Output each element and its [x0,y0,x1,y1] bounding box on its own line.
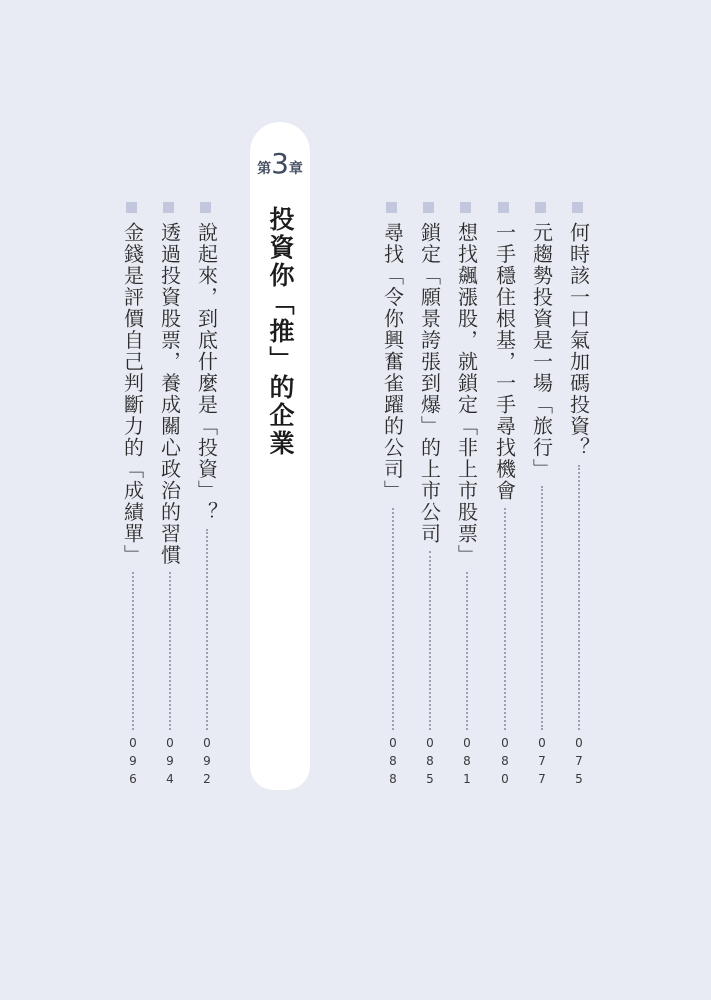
toc-entry-page: 077 [535,736,549,790]
toc-entry-page: 094 [163,736,177,790]
toc-entry-page: 080 [498,736,512,790]
toc-entry-title: 想找飆漲股，就鎖定「非上市股票」 [454,222,479,566]
dot-leader [578,465,580,731]
toc-entry-title: 尋找「令你興奮雀躍的公司」 [380,222,405,502]
chapter-label [250,147,310,180]
toc-entry[interactable] [492,202,518,790]
chapter-tab [250,122,310,790]
toc-entry-title: 說起來，到底什麼是「投資」？ [194,222,219,523]
toc-entry-page: 096 [126,736,140,790]
toc-entry-page: 085 [423,736,437,790]
dot-leader [466,572,468,730]
bullet-square-icon [572,202,583,213]
toc-entry[interactable] [454,202,480,790]
toc-entry-page: 075 [572,736,586,790]
bullet-square-icon [126,202,137,213]
chapter-title: 投資你「推」的企業 [266,206,295,458]
toc-entry-title: 金錢是評價自己判斷力的「成績單」 [120,222,145,566]
toc-entry-page: 088 [386,736,400,790]
toc-entry[interactable] [417,202,443,790]
bullet-square-icon [535,202,546,213]
dot-leader [504,508,506,731]
chapter-number: 3 [271,147,289,180]
dot-leader [392,508,394,731]
toc-entry[interactable] [157,202,183,790]
toc-entry[interactable] [529,202,555,790]
dot-leader [169,572,171,730]
dot-leader [429,551,431,731]
toc-entry-title: 一手穩住根基，一手尋找機會 [492,222,517,502]
toc-entry-title: 透過投資股票，養成關心政治的習慣 [157,222,182,566]
dot-leader [206,529,208,730]
toc-entry[interactable] [120,202,146,790]
bullet-square-icon [498,202,509,213]
bullet-square-icon [200,202,211,213]
toc-entry-title: 元趨勢投資是一場「旅行」 [529,222,554,480]
toc-entry[interactable] [566,202,592,790]
dot-leader [132,572,134,730]
dot-leader [541,486,543,730]
toc-entry[interactable] [194,202,220,790]
bullet-square-icon [423,202,434,213]
chapter-prefix: 第 [257,161,272,177]
bullet-square-icon [460,202,471,213]
bullet-square-icon [386,202,397,213]
toc-entry[interactable] [380,202,406,790]
toc-entry-title: 何時該一口氣加碼投資？ [566,222,591,459]
toc-entry-title: 鎖定「願景誇張到爆」的上市公司 [417,222,442,545]
toc-entry-page: 081 [460,736,474,790]
toc-entry-page: 092 [200,736,214,790]
bullet-square-icon [163,202,174,213]
chapter-suffix: 章 [288,161,303,177]
